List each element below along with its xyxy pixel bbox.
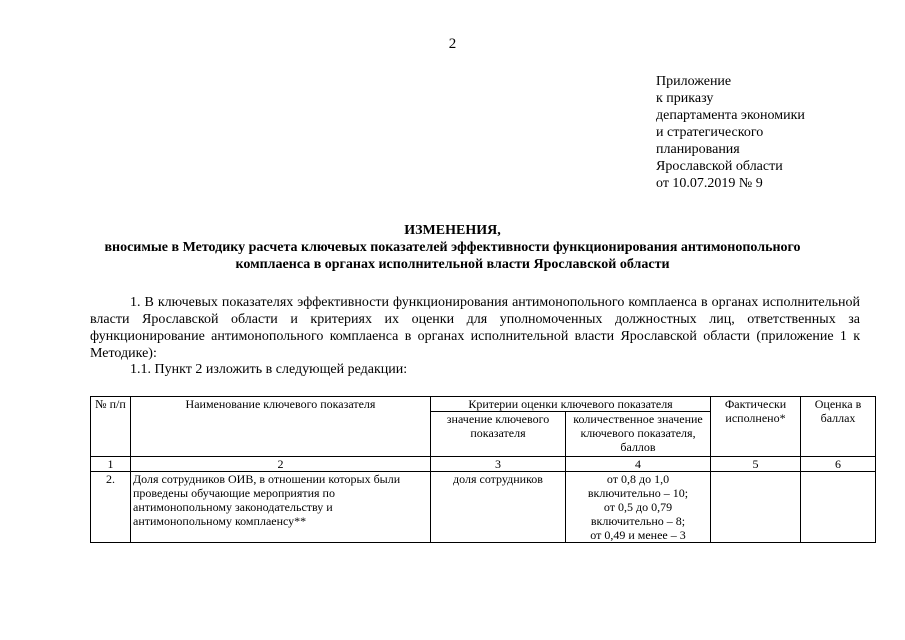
column-number: 6 bbox=[801, 457, 876, 472]
quantity-line: включительно – 10; bbox=[587, 486, 689, 500]
table-column-numbers-row bbox=[91, 457, 876, 472]
header-name: Наименование ключевого показателя bbox=[131, 397, 431, 457]
header-value: значение ключевого показателя bbox=[431, 412, 566, 457]
header-num: № п/п bbox=[91, 397, 131, 457]
body-paragraph: 1.1. Пункт 2 изложить в следующей редакции: bbox=[130, 362, 408, 377]
quantity-line: включительно – 8; bbox=[590, 514, 686, 528]
appendix-line: департамента экономики bbox=[656, 108, 805, 123]
title-subtitle-line: комплаенса в органах исполнительной власти Ярославской области bbox=[235, 257, 670, 272]
header-quantity: количественное значение ключевого показателя, баллов bbox=[566, 412, 711, 457]
title-subtitle-line: вносимые в Методику расчета ключевых показателей эффективности функционирования антимонопольного bbox=[104, 240, 801, 255]
header-score: Оценка в баллах bbox=[801, 397, 876, 457]
header-actual: Фактически исполнено* bbox=[711, 397, 801, 457]
row-quantity bbox=[566, 472, 711, 543]
row-value: доля сотрудников bbox=[431, 472, 566, 543]
row-indicator-name: Доля сотрудников ОИВ, в отношении которых были проведены обучающие мероприятия по антимонопольному законодательству и антимонопольному комплаенсу** bbox=[131, 472, 431, 543]
appendix-line: к приказу bbox=[656, 91, 714, 106]
row-num: 2. bbox=[91, 472, 131, 543]
body-paragraph: 1. В ключевых показателях эффективности функционирования антимонопольного комплаенса в органах исполнительной власти Ярославской области и критериях их оценки для уполномоченных должностных лиц, ответственных за функционирование антимонопольного комплаенса в органах исполнительной власти Ярославской области (приложение 1 к Методике): bbox=[90, 295, 860, 361]
row-score bbox=[801, 472, 876, 543]
page-number: 2 bbox=[448, 36, 457, 52]
table-header-row bbox=[91, 397, 876, 412]
column-number: 4 bbox=[566, 457, 711, 472]
row-actual bbox=[711, 472, 801, 543]
column-number: 2 bbox=[131, 457, 431, 472]
indicators-table bbox=[90, 396, 876, 543]
table-row bbox=[91, 472, 876, 543]
quantity-line: от 0,5 до 0,79 bbox=[603, 500, 673, 514]
appendix-line: Ярославской области bbox=[656, 159, 783, 174]
quantity-line: от 0,49 и менее – 3 bbox=[590, 528, 686, 542]
appendix-line: от 10.07.2019 № 9 bbox=[656, 176, 763, 191]
column-number: 1 bbox=[91, 457, 131, 472]
appendix-block bbox=[656, 73, 805, 192]
header-criteria: Критерии оценки ключевого показателя bbox=[431, 397, 711, 412]
column-number: 5 bbox=[711, 457, 801, 472]
appendix-line: планирования bbox=[656, 142, 740, 157]
quantity-line: от 0,8 до 1,0 bbox=[606, 472, 670, 486]
document-title bbox=[60, 222, 845, 273]
appendix-line: Приложение bbox=[656, 74, 732, 89]
title-heading: ИЗМЕНЕНИЯ, bbox=[404, 223, 501, 238]
column-number: 3 bbox=[431, 457, 566, 472]
appendix-line: и стратегического bbox=[656, 125, 764, 140]
